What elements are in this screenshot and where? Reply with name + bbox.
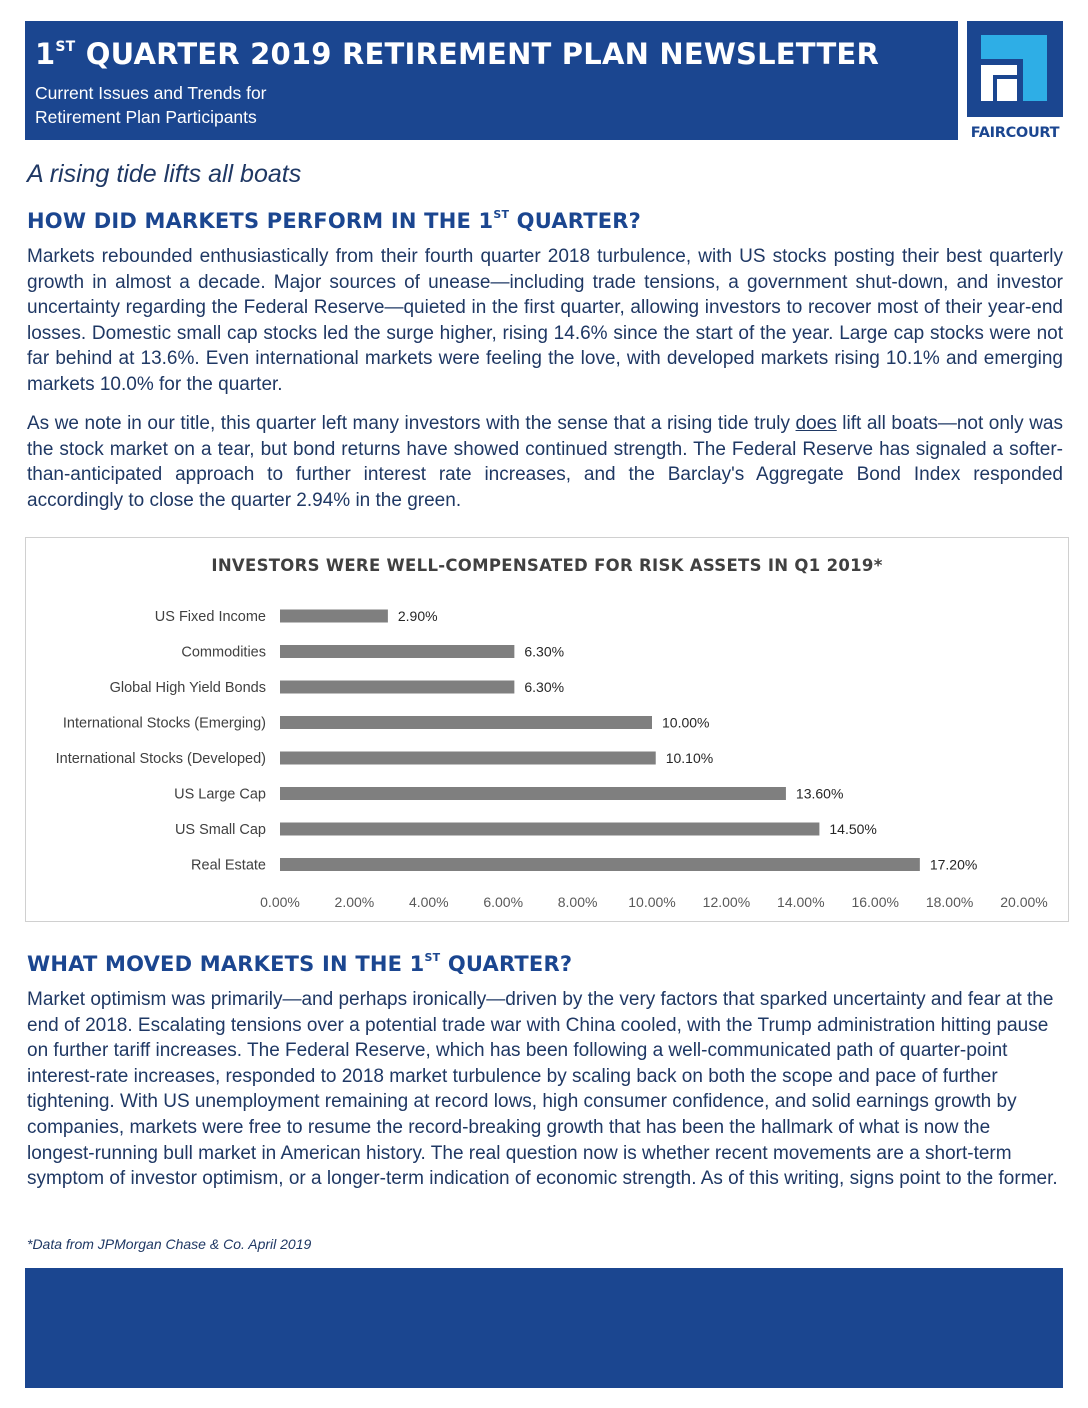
bar bbox=[280, 787, 786, 800]
bar-value-label: 10.10% bbox=[665, 750, 714, 766]
section2-heading: WHAT MOVED MARKETS IN THE 1ST QUARTER? bbox=[27, 951, 573, 976]
tagline: A rising tide lifts all boats bbox=[27, 160, 302, 188]
bar-value-label: 10.00% bbox=[662, 714, 710, 731]
logo-wordmark: FAIRCOURT bbox=[970, 125, 1060, 141]
category-label: International Stocks (Emerging) bbox=[62, 715, 266, 732]
x-tick-label: 4.00% bbox=[408, 894, 449, 910]
returns-chart bbox=[25, 537, 1069, 922]
bar bbox=[280, 681, 514, 694]
newsletter-header bbox=[25, 21, 958, 140]
bar-value-label: 14.50% bbox=[829, 821, 877, 837]
data-source-footnote: *Data from JPMorgan Chase & Co. April 2019 bbox=[27, 1236, 312, 1252]
section1-paragraph1: Markets rebounded enthusiastically from their fourth quarter 2018 turbulence, with US stocks posting their best quarterly growth in almost a decade. Major sources of unease—including trade tensions, a government shut-down, and investor uncertainty regarding the Federal Reserve—quieted in the first quarter, allowing investors to recover most of their year-end losses. Domestic small cap stocks led the surge higher, rising 14.6% since the start of the year. Large cap stocks were not far behind at 13.6%. Even international markets were feeling the love, with developed markets rising 10.1% and emerging markets 10.0% for the quarter. bbox=[27, 246, 1063, 395]
bar-value-label: 2.90% bbox=[397, 608, 438, 624]
x-tick-label: 10.00% bbox=[628, 894, 676, 910]
chart-title: INVESTORS WERE WELL-COMPENSATED FOR RISK ASSETS IN Q1 2019* bbox=[211, 556, 883, 575]
bar bbox=[280, 858, 920, 871]
category-label: Commodities bbox=[181, 644, 266, 661]
bar-value-label: 13.60% bbox=[795, 785, 844, 802]
category-label: Real Estate bbox=[191, 857, 266, 874]
x-tick-label: 14.00% bbox=[777, 894, 825, 910]
x-tick-label: 8.00% bbox=[557, 894, 598, 910]
newsletter-subtitle: Current Issues and Trends for Retirement Plan Participants bbox=[35, 83, 267, 127]
footer-band bbox=[25, 1268, 1063, 1388]
bar bbox=[280, 716, 652, 729]
x-tick-label: 12.00% bbox=[702, 894, 751, 910]
bar-value-label: 17.20% bbox=[929, 856, 978, 873]
newsletter-title: 1ST QUARTER 2019 RETIREMENT PLAN NEWSLETTER bbox=[35, 37, 879, 71]
category-label: Global High Yield Bonds bbox=[109, 680, 266, 696]
x-tick-label: 6.00% bbox=[483, 894, 524, 910]
category-label: US Small Cap bbox=[174, 822, 266, 838]
bar bbox=[280, 610, 388, 623]
faircourt-logo-icon bbox=[967, 21, 1063, 117]
chart-canvas bbox=[26, 538, 1070, 923]
section1-heading: HOW DID MARKETS PERFORM IN THE 1ST QUARTER? bbox=[27, 208, 642, 233]
x-tick-label: 18.00% bbox=[925, 894, 974, 910]
bar bbox=[280, 823, 819, 836]
x-tick-label: 0.00% bbox=[260, 894, 300, 910]
section2-paragraph: Market optimism was primarily—and perhaps ironically—driven by the very factors that sparked uncertainty and fear at the end of 2018. Escalating tensions over a potential trade war with China cooled, with the Trump administration hitting pause on further tariff increases. The Federal Reserve, which has been following a well-communicated path of quarter-point interest-rate increases, responded to 2018 market turbulence by scaling back on both the scope and pace of further tightening. With US unemployment remaining at record lows, high consumer confidence, and solid earnings growth by companies, markets were free to resume the record-breaking growth that has been the hallmark of what is now the longest-running bull market in American history. The real question now is whether recent movements are a short-term symptom of investor optimism, or a longer-term indication of economic strength. As of this writing, signs point to the former. bbox=[27, 989, 1058, 1190]
x-tick-label: 16.00% bbox=[851, 894, 899, 910]
section1-paragraph2: As we note in our title, this quarter left many investors with the sense that a rising tide truly does lift all boats—not only was the stock market on a tear, but bond returns have showed continued strength. The Federal Reserve has signaled a softer-than-anticipated approach to further interest rate increases, and the Barclay's Aggregate Bond Index responded accordingly to close the quarter 2.94% in the green. bbox=[27, 413, 1063, 511]
category-label: US Fixed Income bbox=[154, 609, 266, 625]
bar-value-label: 6.30% bbox=[524, 679, 565, 695]
bar bbox=[280, 752, 656, 765]
category-label: US Large Cap bbox=[174, 786, 266, 803]
x-tick-label: 20.00% bbox=[1000, 894, 1048, 910]
category-label: International Stocks (Developed) bbox=[55, 751, 266, 767]
logo-mark bbox=[967, 21, 1063, 117]
bar-value-label: 6.30% bbox=[524, 643, 565, 660]
bar bbox=[280, 645, 514, 658]
x-tick-label: 2.00% bbox=[334, 894, 375, 910]
